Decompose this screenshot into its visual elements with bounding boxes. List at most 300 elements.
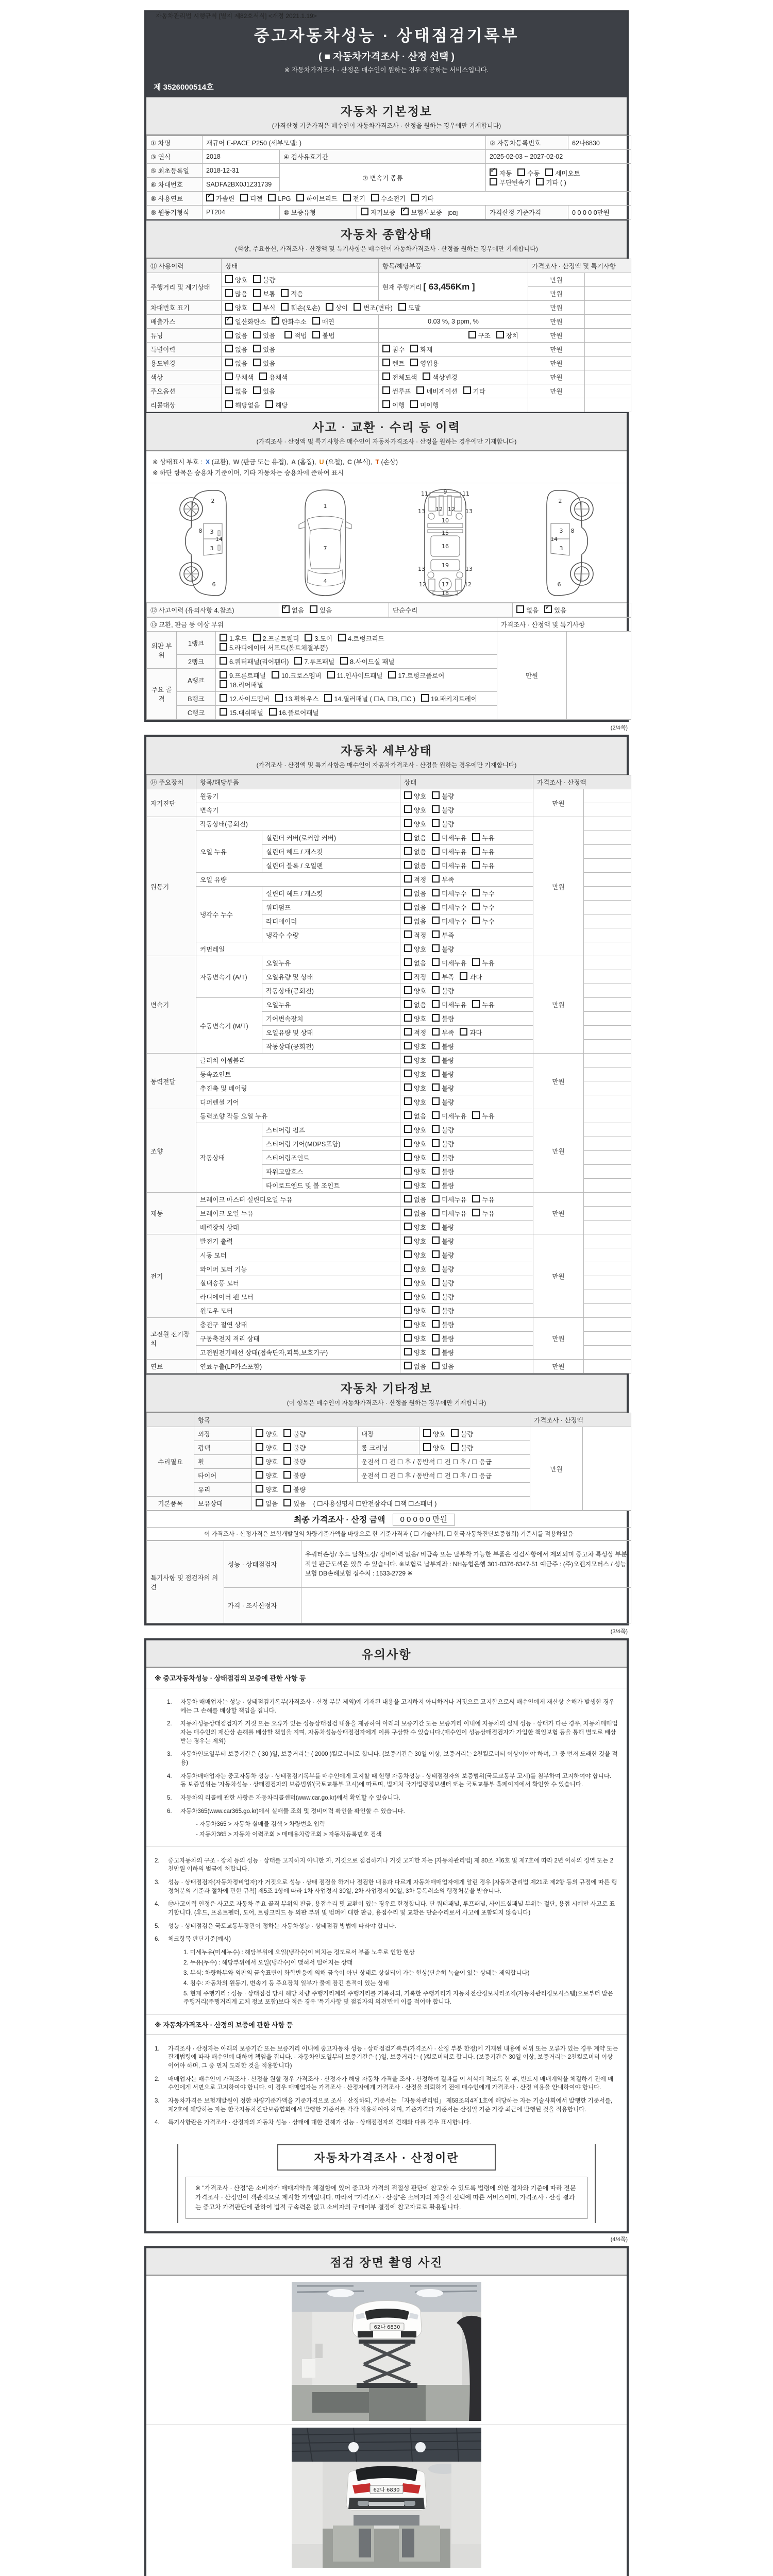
year-label: ③ 연식 — [147, 150, 203, 164]
checkbox-icon — [256, 1443, 263, 1451]
holding-label: 보유상태 — [194, 1497, 252, 1511]
final-price-note: 이 가격조사 · 산정가격은 보험개발원의 차량기준가액을 바탕으로 한 기준가격과 ( ☐ 기술사회, ☐ 한국자동차진단보증협회) 기준서를 적용하였음 — [147, 1528, 631, 1540]
etc-price-col: 가격조사 · 산정액 — [530, 1413, 631, 1427]
notice-item-text: 자동차365(www.car365.go.kr)에서 실매물 조회 및 정비이력 확인을 확인할 수 있습니다. — [180, 1808, 405, 1815]
checkbox-icon — [275, 694, 283, 702]
remark-cell — [584, 1137, 631, 1151]
repair-needed-label: 수리필요 — [147, 1427, 194, 1497]
price-col: 가격조사 · 산정액 — [533, 775, 631, 789]
car-diagram-side-right — [527, 487, 604, 598]
checkbox-option: 양호 — [423, 1429, 445, 1438]
checkbox-option: 양호 — [225, 275, 247, 284]
checkbox-option: 불량 — [283, 1429, 306, 1438]
checkbox-option: 전체도색 — [382, 372, 417, 382]
price-cell: 만원 — [497, 632, 567, 720]
remark-cell — [584, 1332, 631, 1346]
checkbox-icon — [432, 833, 440, 841]
final-price-value: 0 0 0 0 0 만원 — [389, 1511, 631, 1528]
checkbox-icon — [326, 303, 333, 311]
checkbox-checked-icon — [272, 317, 279, 325]
price-cell: 만원 — [528, 301, 585, 315]
price-cell: 만원 — [528, 329, 585, 343]
checkbox-option: 양호 — [404, 1014, 426, 1023]
checkbox-icon — [225, 331, 233, 338]
inspection-period-label: ④ 검사유효기간 — [280, 150, 486, 164]
price-cell: 만원 — [528, 384, 585, 398]
state-options — [400, 1360, 533, 1374]
checkbox-option: 3.도어 — [305, 634, 332, 643]
price-cell: 만원 — [528, 315, 585, 329]
checkbox-option: 불량 — [432, 1014, 454, 1023]
checkbox-option: 양호 — [404, 1306, 426, 1315]
checkbox-icon — [472, 833, 480, 841]
checkbox-icon — [382, 359, 390, 366]
notice-block1-items — [146, 1688, 627, 1846]
detail-row — [147, 1054, 631, 1067]
checkbox-icon — [404, 1167, 412, 1175]
checkbox-option: 있음 — [310, 605, 332, 615]
panel-rank-label: A랭크 — [177, 669, 216, 692]
checkbox-option: 양호 — [404, 1348, 426, 1357]
notice-item — [167, 1698, 618, 1715]
checkbox-option: 불량 — [432, 1083, 454, 1093]
state-options — [400, 1346, 533, 1360]
appraiser-opinion-text — [301, 1588, 631, 1623]
state-options — [400, 1221, 533, 1234]
price-info-title: 자동차가격조사 · 산정이란 — [277, 2144, 496, 2171]
table-row — [147, 370, 631, 384]
state-options — [400, 1193, 533, 1207]
fuel-options — [203, 192, 631, 206]
checkbox-option: 불량 — [451, 1429, 473, 1438]
checkbox-option: 기타 — [463, 386, 485, 396]
price-col: 가격조사 · 산정액 및 특기사항 — [528, 259, 631, 273]
svg-text:3: 3 — [210, 529, 214, 535]
interior-label: 내장 — [358, 1427, 419, 1441]
checkbox-checked-icon — [544, 605, 552, 613]
use-change-label: 용도변경 — [147, 357, 222, 370]
section-overall-title: 자동차 종합상태 — [341, 228, 432, 241]
state-options — [400, 1026, 533, 1040]
wheel-label: 휠 — [194, 1455, 252, 1469]
checkbox-icon — [404, 833, 412, 841]
checkbox-option: 수소전기 — [371, 194, 406, 203]
checkbox-checked-icon — [401, 208, 409, 215]
use-change-items — [379, 357, 528, 370]
panel-group-label: 주요 골격 — [147, 669, 177, 720]
checkbox-option: 없음 — [225, 331, 247, 340]
state-options — [400, 831, 533, 845]
table-row — [147, 1528, 631, 1540]
checkbox-icon — [324, 694, 332, 702]
checkbox-option: 변조(변타) — [354, 303, 393, 312]
checkbox-option: 불량 — [283, 1443, 306, 1452]
section-etc-header — [146, 1374, 627, 1413]
state-options — [400, 1165, 533, 1179]
checkbox-icon — [472, 1000, 480, 1008]
car-diagrams — [146, 483, 627, 603]
odometer-value: [ 63,456Km ] — [423, 281, 475, 292]
checkbox-option: 양호 — [225, 303, 247, 312]
checkbox-icon — [312, 317, 320, 325]
checkbox-option: 해당 — [265, 400, 288, 410]
fuel-label: ⑧ 사용연료 — [147, 192, 203, 206]
remark-cell — [584, 1248, 631, 1262]
table-row — [147, 136, 631, 150]
checkbox-option: 양호 — [404, 1278, 426, 1287]
remark-cell — [585, 329, 631, 343]
remark-cell — [585, 273, 631, 287]
checkbox-icon — [283, 1485, 291, 1493]
checkbox-option: 침수 — [382, 345, 405, 354]
legend-desc: (요철), — [324, 459, 344, 466]
checkbox-icon — [220, 694, 227, 702]
notice-item-number: 1. — [155, 2045, 160, 2052]
device-group-label: 고전원 전기장치 — [147, 1318, 196, 1360]
state-options — [400, 803, 533, 817]
remark-cell — [584, 817, 631, 831]
notice-item — [167, 1772, 618, 1789]
remark-cell — [584, 1360, 631, 1374]
checkbox-icon — [283, 1471, 291, 1479]
remark-cell — [567, 632, 631, 720]
checkbox-option: 양호 — [404, 1153, 426, 1162]
checkbox-icon — [432, 1223, 440, 1230]
state-options — [400, 1095, 533, 1109]
checkbox-icon — [259, 372, 267, 380]
checkbox-option: 양호 — [256, 1457, 278, 1466]
price-cell: 만원 — [530, 1427, 583, 1511]
transmission-options — [486, 164, 631, 192]
checkbox-icon — [404, 972, 412, 980]
checkbox-icon — [432, 1209, 440, 1216]
exterior-label: 외장 — [194, 1427, 252, 1441]
table-row — [147, 343, 631, 357]
checkbox-option: 하이브리드 — [296, 194, 337, 203]
checkbox-option: 불량 — [283, 1485, 306, 1494]
checkbox-option: 누수 — [472, 917, 494, 926]
checkbox-option: 없음 — [404, 889, 426, 898]
notice-item-text: 자동차매매업자는 중고자동차 성능 · 상태점검기록부를 매수인에게 고지할 때 현행 자동차성능 · 상태점검자의 보증범위(국토교통부 고시)를 첨부하여 고지하여야 합니다. 동 보증범위는 '자동차성능 · 상태점검자의 보증범위'(국토교통부 고시)에 따르며, 법제처 국가법령정보센터 또는 국토교통부 홈페이지에서 확인할 수 있습니다. — [180, 1773, 612, 1788]
checkbox-checked-icon — [206, 194, 214, 201]
checkbox-option: 기타 ( ) — [536, 178, 566, 187]
svg-text:13: 13 — [465, 508, 473, 515]
checkbox-option: 양호 — [404, 1250, 426, 1260]
checkbox-option: 양호 — [404, 1125, 426, 1134]
state-options — [400, 1151, 533, 1165]
checkbox-option: 양호 — [404, 1292, 426, 1301]
item-label: 구동축전지 격리 상태 — [196, 1332, 400, 1346]
notice-item-number: 6. — [167, 1808, 172, 1815]
car-diagram-top — [287, 487, 364, 598]
checkbox-option: 양호 — [404, 1042, 426, 1051]
checkbox-option: 양호 — [404, 1056, 426, 1065]
remark-cell — [584, 803, 631, 817]
checkbox-icon — [432, 903, 440, 910]
item-sub-label: 작동상태(공회전) — [262, 1040, 400, 1054]
checkbox-icon — [256, 1485, 263, 1493]
checkbox-icon — [460, 972, 467, 980]
remark-cell — [584, 1221, 631, 1234]
panel-rank-label: B랭크 — [177, 692, 216, 706]
item-label: 발전기 출력 — [196, 1234, 400, 1248]
checkbox-option: 5.라디에이터 서포트(볼트체결부품) — [220, 643, 328, 652]
accident-legend — [146, 451, 627, 483]
checkbox-icon — [545, 168, 553, 176]
table-row — [147, 192, 631, 206]
remark-cell — [584, 1012, 631, 1026]
checkbox-icon — [432, 1125, 440, 1133]
item-mid-label: 자동변속기 (A/T) — [196, 956, 262, 998]
item-sub-label: 오일유량 및 상태 — [262, 970, 400, 984]
item-sub-label: 실린더 커버(로커암 커버) — [262, 831, 400, 845]
checkbox-icon — [404, 1028, 412, 1036]
section-detail-note: (가격조사 · 산정액 및 특기사항은 매수인이 자동차가격조사 · 산정을 원하는 경우에만 기재합니다) — [256, 761, 517, 769]
checkbox-checked-icon — [282, 605, 290, 613]
checkbox-icon — [472, 847, 480, 855]
checkbox-icon — [472, 958, 480, 966]
checkbox-option: 과다 — [460, 1028, 482, 1037]
checkbox-icon — [432, 1000, 440, 1008]
notice-item-number: 2. — [167, 1721, 172, 1727]
checkbox-option: 불량 — [432, 1334, 454, 1343]
checkbox-icon — [404, 1250, 412, 1258]
item-sub-label: 스티어링 기어(MDPS포함) — [262, 1137, 400, 1151]
legend-symbol: W — [233, 459, 240, 466]
checkbox-checked-icon — [490, 168, 497, 176]
checkbox-option: 미세누수 — [432, 917, 466, 926]
notice-item-text: 체크항목 판단기준(예시) — [168, 1936, 231, 1943]
table-row — [147, 1541, 631, 1588]
checkbox-icon — [404, 1097, 412, 1105]
reg-no-label: ② 자동차등록번호 — [486, 136, 568, 150]
state-options — [400, 984, 533, 998]
checkbox-option: 있음 — [253, 331, 275, 340]
checkbox-option: 디젤 — [240, 194, 262, 203]
remark-cell — [584, 1165, 631, 1179]
checkbox-icon — [404, 889, 412, 896]
remark-cell — [584, 901, 631, 914]
checkbox-option: 불량 — [432, 1250, 454, 1260]
legend-line1: ※ 상태표시 부호 : X (교환), W (판금 또는 용접), A (흠집), U (요철), C (부식), T (손상) — [153, 459, 398, 466]
checkbox-option: 미세누유 — [432, 1111, 466, 1121]
checkbox-icon — [305, 634, 312, 641]
checkbox-option: 렌트 — [382, 359, 405, 368]
svg-text:1: 1 — [323, 503, 327, 510]
accident-history-table — [146, 603, 631, 617]
checkbox-icon — [361, 208, 368, 215]
section-basic-info-note: (가격산정 기준가격은 매수인이 자동차가격조사 · 산정을 원하는 경우에만 기재합니다) — [272, 122, 501, 129]
checkbox-icon — [410, 345, 418, 352]
checkbox-option: 무채색 — [225, 372, 254, 382]
checkbox-icon — [432, 1264, 440, 1272]
checkbox-option: 불량 — [432, 1070, 454, 1079]
polish-options — [252, 1441, 358, 1455]
notice-item — [155, 1900, 618, 1917]
table-row — [147, 1427, 631, 1441]
checkbox-icon — [432, 917, 440, 924]
state-col: 상태 — [222, 259, 379, 273]
panel-items — [216, 706, 497, 720]
checkbox-icon — [404, 1070, 412, 1077]
detail-row — [147, 956, 631, 970]
checkbox-icon — [410, 400, 418, 408]
price-cell: 만원 — [528, 287, 585, 301]
checkbox-icon — [432, 1153, 440, 1161]
table-row — [147, 315, 631, 329]
checkbox-option: 양호 — [404, 1167, 426, 1176]
checkbox-icon — [404, 1278, 412, 1286]
holding-options — [252, 1497, 530, 1511]
inspection-period-value: 2025-02-03 ~ 2027-02-02 — [486, 150, 631, 164]
checkbox-icon — [220, 708, 227, 716]
notice-item — [155, 1935, 618, 1944]
checkbox-option: 미세누유 — [432, 958, 466, 968]
checkbox-icon — [225, 400, 233, 408]
checkbox-option: 도말 — [398, 303, 421, 312]
svg-text:13: 13 — [465, 566, 473, 572]
checkbox-icon — [253, 275, 261, 283]
checkbox-icon — [404, 958, 412, 966]
checkbox-option: 양호 — [423, 1443, 445, 1452]
checkbox-icon — [472, 903, 480, 910]
checkbox-option: 양호 — [404, 1070, 426, 1079]
final-price-table — [146, 1511, 631, 1540]
item-sub-label: 타이로드엔드 및 볼 조인트 — [262, 1179, 400, 1193]
checkbox-icon — [460, 1028, 467, 1036]
checkbox-option: 미세누수 — [432, 889, 466, 898]
remark-cell — [584, 1193, 631, 1207]
checkbox-icon — [220, 657, 227, 665]
document-title: 중고자동차성능 · 상태점검기록부 — [254, 27, 519, 45]
base-price-value: 0 0 0 0 0만원 — [568, 206, 631, 219]
first-reg-label: ⑤ 최초등록일 — [147, 164, 203, 178]
basic-items-label: 기본품목 — [147, 1497, 194, 1511]
item-label: 라디에이터 팬 모터 — [196, 1290, 400, 1304]
checkbox-icon — [404, 1000, 412, 1008]
basic-info-table — [146, 135, 631, 219]
price-cell: 만원 — [533, 1234, 584, 1318]
checkbox-option: 네비게이션 — [416, 386, 457, 396]
item-sub-label: 스티어링 펌프 — [262, 1123, 400, 1137]
svg-text:12: 12 — [419, 581, 427, 588]
remark-cell — [584, 1109, 631, 1123]
checkbox-option: 이행 — [382, 400, 405, 410]
checkbox-option: 14.필러패널 ( ☐A, ☐B, ☐C ) — [324, 694, 415, 703]
checkbox-icon — [432, 1250, 440, 1258]
checkbox-icon — [382, 386, 390, 394]
legend-symbol: T — [375, 459, 380, 466]
device-group-label: 전기 — [147, 1234, 196, 1318]
remark-cell — [584, 1151, 631, 1165]
notice-item-number: 3. — [167, 1751, 172, 1758]
inspector-label: 성능 · 상태점검자 — [224, 1541, 301, 1588]
item-label: 디퍼렌셜 기어 — [196, 1095, 400, 1109]
item-label: 작동상태(공회전) — [196, 817, 400, 831]
item-label: 시동 모터 — [196, 1248, 400, 1262]
remark-cell — [584, 1318, 631, 1332]
checkbox-icon — [468, 331, 476, 338]
checkbox-option: 누유 — [472, 861, 494, 870]
checkbox-icon — [338, 634, 346, 641]
notice-item — [167, 1794, 618, 1803]
item-label: 윈도우 모터 — [196, 1304, 400, 1318]
remark-cell — [584, 845, 631, 859]
remark-cell — [585, 384, 631, 398]
notice-item-number: 4. — [155, 1901, 160, 1908]
vin-value: SADFA2BX0J1Z31739 — [203, 178, 280, 192]
remark-cell — [584, 1346, 631, 1360]
item-label: 클러치 어셈블리 — [196, 1054, 400, 1067]
vin-label: ⑥ 차대번호 — [147, 178, 203, 192]
page-marker: (2/4쪽) — [610, 725, 628, 731]
checkbox-icon — [225, 275, 233, 283]
checkbox-icon — [354, 303, 361, 311]
svg-text:7: 7 — [323, 545, 327, 552]
checkbox-icon — [517, 168, 525, 176]
item-sub-label: 실린더 헤드 / 개스킷 — [262, 887, 400, 901]
notice-sub-item: 3. 부식: 차량하부와 외판의 금속표면이 화학반응에 의해 금속이 아닌 상태로 상실되어 가는 현상(단순히 녹슬어 있는 상태는 제외합니다) — [183, 1970, 530, 1977]
checkbox-icon — [256, 1471, 263, 1479]
panel-group-label: 외판 부위 — [147, 632, 177, 669]
item-label: 실내송풍 모터 — [196, 1276, 400, 1290]
car-name-value: 재규어 E-PACE P250 (세부모델: ) — [203, 136, 486, 150]
remark-cell — [584, 998, 631, 1012]
notice-sub-item: 5. 현재 주행거리 : 성능 · 상태점검 당시 해당 차량 주행거리계의 주행거리를 기록하되, 기록한 주행거리가 자동차전산정보처리조직(자동차관리정보시스템)으로부터 받은 주행거리(주행거리계 교체 정보 포함)보다 적은 경우 '특기사항 및 점검자의 의견'란에 이를 적어야 합니다. — [183, 1991, 613, 2006]
notice-item-number: 3. — [155, 2097, 160, 2104]
checkbox-icon — [284, 331, 292, 338]
checkbox-option: 불량 — [283, 1457, 306, 1466]
checkbox-option: 양호 — [404, 986, 426, 995]
notice-item-text: ⑫사고이력 인정은 사고로 자동차 주요 골격 부위의 판금, 용접수리 및 교환이 있는 경우로 한정합니다. 단 쿼터패널, 루프패널, 사이드실패널 부위는 절단, 용접 시에만 사고로 표기합니다. (후드, 프론트펜더, 도어, 트렁크리드 등 외판 부위 및 범퍼에 대한 판금, 용접수리 및 교환은 단순수리로서 사고에 포함되지 않습니다) — [168, 1901, 615, 1916]
checkbox-option: 양호 — [404, 1181, 426, 1190]
checkbox-icon — [404, 1181, 412, 1189]
page4-box — [144, 1638, 629, 2233]
table-row — [147, 206, 631, 219]
state-options — [400, 1012, 533, 1026]
notice-item-text: 성능 · 상태점검은 국토교통부장관이 정하는 자동차성능 · 상태점검 방법에 따라야 합니다. — [168, 1923, 396, 1929]
checkbox-option: 미세누유 — [432, 847, 466, 856]
checkbox-option: 있음 — [253, 386, 275, 396]
checkbox-option: ✓ 보험사보증 — [401, 208, 442, 217]
remark-cell — [583, 1427, 631, 1511]
checkbox-option: 11.인사이드패널 — [327, 671, 383, 680]
state-options — [400, 859, 533, 873]
checkbox-icon — [404, 1236, 412, 1244]
checkbox-icon — [281, 289, 289, 297]
checkbox-option: 없음 — [225, 345, 247, 354]
state-options — [400, 1109, 533, 1123]
checkbox-option: 9.프론트패널 — [220, 671, 266, 680]
checkbox-icon — [398, 303, 406, 311]
checkbox-option: 불량 — [432, 1292, 454, 1301]
checkbox-option: 보통 — [253, 289, 275, 298]
remark-cell — [584, 1054, 631, 1067]
checkbox-icon — [404, 1320, 412, 1328]
checkbox-option: 적정 — [404, 875, 426, 884]
accident-history-label: ⑫ 사고이력 (유의사항 4.참조) — [147, 603, 278, 617]
svg-text:16: 16 — [442, 543, 449, 550]
emission-value: 0.03 %, 3 ppm, % — [379, 315, 528, 329]
remark-cell — [584, 1179, 631, 1193]
checkbox-option: 양호 — [256, 1471, 278, 1480]
checkbox-icon — [423, 372, 430, 380]
checkbox-checked-icon — [225, 317, 233, 325]
checkbox-icon — [451, 1443, 459, 1451]
item-sub-label: 워터펌프 — [262, 901, 400, 914]
remark-cell — [584, 1123, 631, 1137]
inspection-photo-rear — [146, 2425, 627, 2571]
